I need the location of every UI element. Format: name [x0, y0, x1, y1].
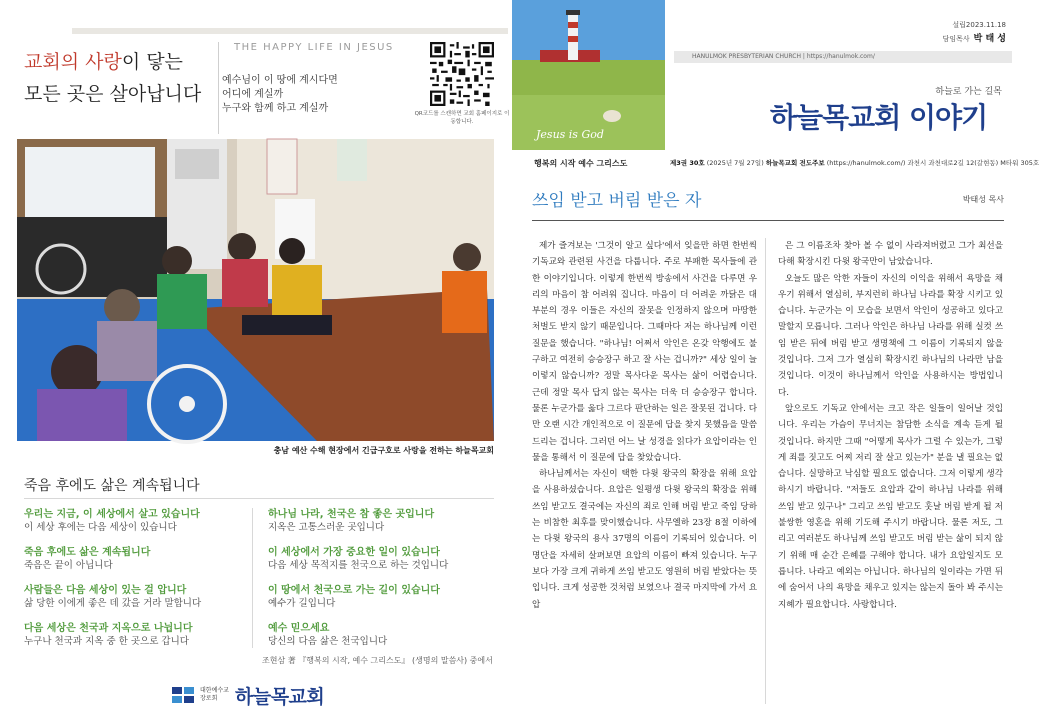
book-credit: 조현삼 著 『행복의 시작, 예수 그리스도』 (생명의 말씀사) 중에서	[262, 656, 493, 665]
church-logo-icon	[172, 685, 194, 705]
masthead-title: 하늘목교회 이야기	[770, 101, 988, 134]
logo-denomination	[200, 687, 229, 703]
article-column-2	[778, 238, 1003, 613]
headline-highlight: 교회의 사랑	[24, 51, 122, 73]
list-item-sub: 다음 세상 목적지를 천국으로 하는 것입니다	[268, 560, 449, 571]
logo-denomination-line: 대한예수교	[200, 687, 229, 694]
photo-caption: 충남 예산 수해 현장에서 긴급구호로 사랑을 전하는 하늘목교회	[273, 446, 494, 455]
list-item	[24, 584, 254, 610]
issue-address: (https://hanulmok.com/) 과천시 과천대로2길 12(갈현동) M타워 305호	[826, 159, 1039, 167]
list-item	[268, 546, 498, 572]
section-rule	[24, 498, 494, 499]
list-item-title: 죽음 후에도 삶은 계속됩니다	[24, 547, 151, 558]
article-column-1	[532, 238, 757, 613]
senior-pastor	[943, 31, 1006, 44]
list-item-title: 사람들은 다음 세상이 있는 걸 압니다	[24, 585, 187, 596]
list-item-title: 예수 믿으세요	[268, 623, 330, 634]
life-list-right	[268, 508, 498, 660]
church-info-bar	[674, 51, 1012, 63]
life-list-left	[24, 508, 254, 660]
list-item-title: 하나님 나라, 천국은 참 좋은 곳입니다	[268, 509, 435, 520]
pastor-name: 박 태 성	[973, 34, 1006, 44]
church-url[interactable]: https://hanulmok.com/	[806, 53, 875, 60]
list-item	[24, 546, 254, 572]
issue-date: (2025년 7월 27일)	[706, 159, 764, 167]
list-item-sub: 당신의 다음 삶은 천국입니다	[268, 636, 388, 647]
logo-church-name: 하늘목교회	[234, 685, 325, 708]
headline-divider	[218, 42, 219, 134]
article-rule	[532, 220, 1004, 221]
list-item-sub: 죽음은 끝이 아닙니다	[24, 560, 113, 571]
cover-caption: 행복의 시작 예수 그리스도	[534, 159, 628, 168]
headline-line2: 모든 곳은 살아납니다	[24, 83, 202, 105]
list-item-sub: 지옥은 고통스러운 곳입니다	[268, 522, 385, 533]
qr-caption: QR코드를 스캔하면 교회 홈페이지로 이동합니다.	[414, 111, 510, 125]
article-author: 박태성 목사	[962, 195, 1004, 204]
list-item-sub: 예수가 길입니다	[268, 598, 336, 609]
tagline-line: 예수님이 이 땅에 계시다면	[222, 75, 338, 86]
list-item-sub: 삶 당한 이에게 좋은 데 갔을 거라 말합니다	[24, 598, 202, 609]
cover-image	[512, 0, 665, 150]
left-page	[0, 0, 512, 724]
issue-publisher: 하늘목교회 전도주보	[765, 159, 825, 167]
masthead-subtitle: 하늘로 가는 길목	[935, 87, 1002, 97]
tagline-line: 어디에 계실까	[222, 89, 284, 100]
relief-photo-illustration	[17, 139, 494, 441]
church-logo[interactable]	[172, 682, 324, 708]
cover-overlay-text: Jesus is God	[536, 128, 604, 141]
list-item	[24, 508, 254, 534]
main-headline	[24, 46, 220, 110]
bar-separator: |	[802, 53, 807, 60]
article-paragraph: 앞으로도 기독교 안에서는 크고 작은 일들이 일어날 것입니다. 우리는 가슴이 무너지는 참담한 소식을 계속 듣게 될 것입니다. 하지만 그때 "어떻게 목사가 그럴 수 있는가, 그렇게 죄를 짓고도 어찌 저리 잘 살고 있는가" 분을 낼 필요는 없습니다. 실망하고 낙심할 필요도 없습니다. 그저 이렇게 생각하시기 바랍니다. "저들도 요압과 같이 하나님 나라를 위해 쓰임 받고 있구나" 그리고 쓰임 받고도 훗날 버림 받게 될 저 불쌍한 영혼을 위해 기도해 주시기 바랍니다. 물론 저도, 그리고 여러분도 하나님께 쓰임 받고도 버림 받는 삶이 되지 않기 위해 매 순간 은혜를 구해야 합니다. 내가 요압일지도 모릅니다. 나라고 예외는 아닙니다. 하나님의 일이라는 가면 뒤에 숨어서 나의 욕망을 채우고 있지는 않는지 돌아 봐 주시는 지혜가 필요합니다. 사랑합니다.	[778, 403, 1003, 610]
list-item-sub: 누구나 천국과 지옥 중 한 곳으로 갑니다	[24, 636, 189, 647]
article-paragraph: 제가 즐겨보는 '그것이 알고 싶다'에서 잊을만 하면 한번씩 기독교와 관련된 사건을 다룹니다. 주로 부패한 목사들에 관한 이야기입니다. 이렇게 한번씩 방송에서 사건을 다루면 우리의 마음이 참 어려워 집니다. 마음이 더 어려운 까닭은 대부분의 경우 이들은 자신의 잘못을 인정하지 않으며 마땅한 처벌도 받지 않기 때문입니다. 그때마다 저는 하나님께 이런 질문을 했습니다. "하나님! 어쩌서 악인은 온갖 악행에도 불구하고 여전히 승승장구 하고 잘 사는 겁니까?" 세상 일이 늘 이렇지 않습니까? 정말 목사다운 목사는 삶이 어렵습니다. 근데 정말 목사 답지 않는 목사는 더욱 더 승승장구 합니다. 물론 누군가를 옳다 그르다 판단하는 일은 잘못된 겁니다. 다만 오랜 시간 개인적으로 이 질문에 답을 찾지 못했음을 말씀드리는 겁니다. 그러던 어느 날 성경을 읽다가 요압이라는 인물을 통해서 이 질문에 답을 찾았습니다.	[532, 241, 757, 463]
tagline-english: THE HAPPY LIFE IN JESUS	[234, 42, 394, 53]
list-item	[268, 508, 498, 534]
list-item	[268, 584, 498, 610]
right-page	[512, 0, 1039, 724]
issue-info	[670, 158, 1039, 167]
headline-line1-rest: 이 닿는	[121, 51, 183, 73]
list-item-title: 다음 세상은 천국과 지옥으로 나뉩니다	[24, 623, 193, 634]
issue-number: 제3권 30호	[670, 159, 705, 167]
church-name-english: HANULMOK PRESBYTERIAN CHURCH	[692, 53, 801, 60]
qr-code-icon[interactable]	[430, 42, 494, 106]
top-decorative-rule	[72, 28, 508, 34]
logo-denomination-line: 장로회	[200, 695, 218, 702]
section-title: 죽음 후에도 삶은 계속됩니다	[24, 478, 200, 494]
tagline-line: 누구와 함께 하고 계실까	[222, 103, 329, 114]
list-item	[268, 622, 498, 648]
established-date: 설립2023.11.18	[952, 21, 1006, 29]
article-paragraph: 오늘도 많은 악한 자들이 자신의 이익을 위해서 욕망을 채우기 위해서 열심히, 부지런히 하나님 나라를 확장 시키고 있습니다. 누군가는 이 모습을 보면서 악인이 성공하고 있다고 말할지 모릅니다. 그러나 악인은 하나님 나라를 위해 실컷 쓰임 받은 뒤에 버림 받고 생명책에 그 이름이 기록되지 않을 것입니다. 그저 그가 열심히 확장시킨 하나님의 나라만 남을 것입니다. 이것이 하나님께서 악인을 사용하시는 방법입니다.	[778, 273, 1003, 398]
pastor-label: 담임목사	[942, 35, 970, 43]
list-item	[24, 622, 254, 648]
list-item-title: 우리는 지금, 이 세상에서 살고 있습니다	[24, 509, 200, 520]
relief-photo	[17, 139, 494, 441]
column-divider	[765, 238, 766, 704]
list-item-title: 이 땅에서 천국으로 가는 길이 있습니다	[268, 585, 440, 596]
list-item-sub: 이 세상 후에는 다음 세상이 있습니다	[24, 522, 177, 533]
article-paragraph: 하나님께서는 자신이 택한 다윗 왕국의 확장을 위해 요압을 사용하셨습니다. 요압은 일평생 다윗 왕국의 확장을 위해 쓰임 받고도 결국에는 자신의 죄로 인해 버림 받고 죽임 당하는 비참한 최후를 맞이했습니다. 사무엘하 23장 8절 이하에는 다윗 왕국의 용사 37명의 이름이 기록되어 있습니다. 이 명단을 자세히 살펴보면 요압의 이름이 빠져 있습니다. 누구보다 가장 크게 귀하게 쓰임 받고도 영원히 버림 받았다는 뜻입니다. 크게 성공한 것처럼 보였으나 결국 마지막에 가서 요압	[532, 469, 757, 610]
article-paragraph: 은 그 이름조차 찾아 볼 수 없이 사라져버렸고 그가 최선을 다해 확장시킨 다윗 왕국만이 남았습니다.	[778, 241, 1003, 268]
article-title: 쓰임 받고 버림 받은 자	[532, 191, 702, 211]
lighthouse-illustration	[512, 0, 665, 150]
list-item-title: 이 세상에서 가장 중요한 일이 있습니다	[268, 547, 440, 558]
tagline-korean	[222, 74, 422, 116]
